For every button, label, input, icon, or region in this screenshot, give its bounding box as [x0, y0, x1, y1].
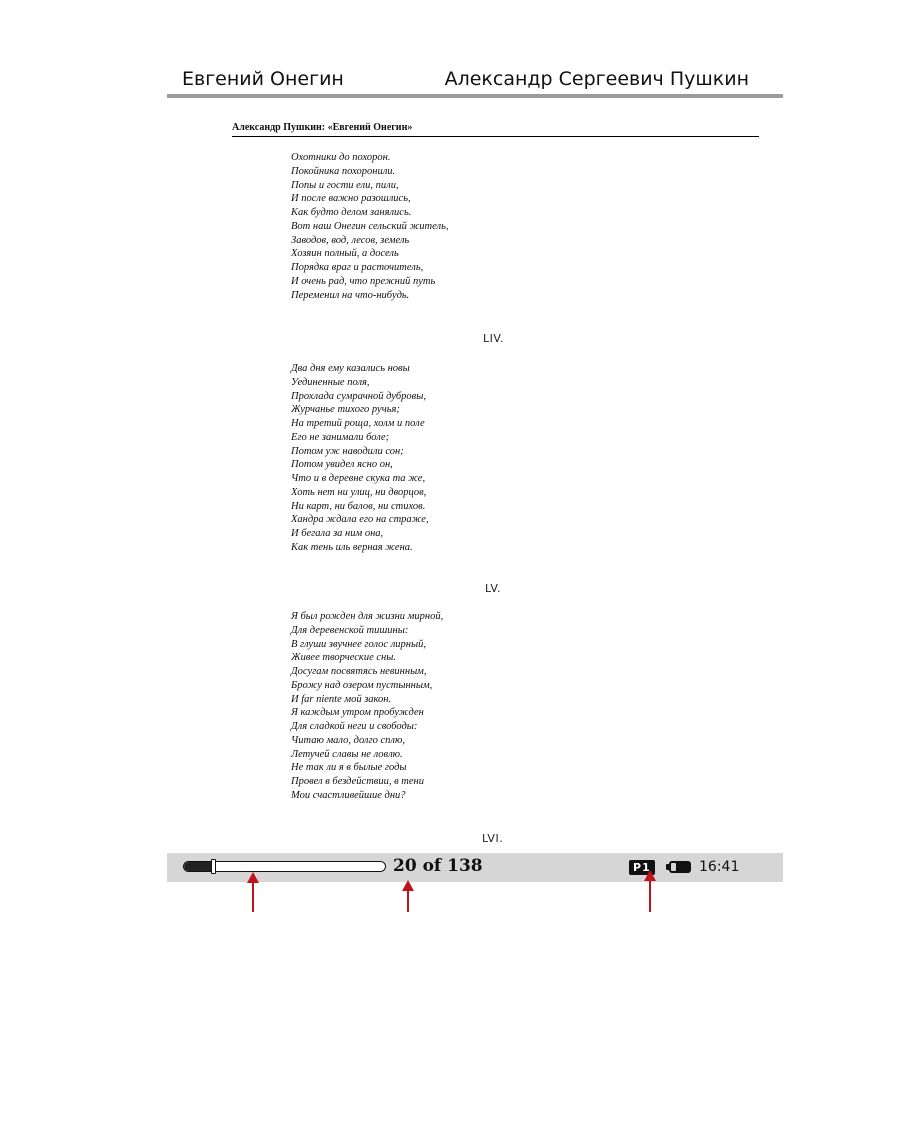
verse-line: Уединенные поля, — [291, 376, 370, 388]
verse-line: Прохлада сумрачной дубровы, — [291, 390, 426, 402]
page-counter[interactable]: 20 of 138 — [393, 856, 483, 876]
verse-line: Покойника похоронили. — [291, 165, 396, 177]
verse-line: Не так ли я в былые годы — [291, 762, 407, 774]
verse-line: Охотники до похорон. — [291, 152, 391, 163]
verse-line: Я был рожден для жизни мирной, — [291, 611, 444, 622]
verse-line: Хозяин полный, а досель — [291, 248, 399, 260]
verse-line: Потом увидел ясно он, — [291, 459, 393, 471]
verse-line: Провел в бездействии, в тени — [291, 776, 424, 787]
verse-line: Летучей славы не ловлю. — [291, 748, 403, 760]
verse-line: И бегала за ним она, — [291, 528, 384, 539]
stanza-body — [291, 362, 429, 555]
annotation-arrow-profile — [649, 880, 651, 912]
battery-icon — [669, 861, 691, 873]
status-bar — [167, 853, 783, 882]
progress-handle[interactable] — [211, 859, 216, 874]
verse-line: Как будто делом занялись. — [291, 207, 412, 218]
verse-line: И очень рад, что прежний путь — [291, 275, 436, 287]
verse-line: Переменил на что-нибудь. — [291, 289, 410, 301]
running-head — [232, 122, 759, 137]
verse-line: Что и в деревне скука та же, — [291, 473, 426, 484]
verse-line: Читаю мало, долго сплю, — [291, 734, 405, 746]
annotation-arrow-progress — [252, 882, 254, 912]
book-author: Александр Сергеевич Пушкин — [444, 68, 749, 90]
verse-line: На третий роща, холм и поле — [291, 418, 425, 429]
verse-line: И far niente мой закон. — [291, 693, 392, 705]
progress-fill — [184, 862, 212, 871]
verse-line: Брожу над озером пустынным, — [291, 679, 433, 691]
verse-line: Попы и гости ели, пили, — [291, 179, 399, 191]
running-head-separator: : — [321, 122, 328, 133]
running-head-author: Александр Пушкин — [232, 122, 322, 133]
stanza-number: LVI. — [482, 832, 504, 845]
verse-line: Хоть нет ни улиц, ни дворцов, — [291, 486, 427, 498]
header-divider — [167, 94, 783, 98]
verse-line: Для деревенской тишины: — [291, 624, 409, 636]
verse-line: Журчанье тихого ручья; — [291, 404, 400, 416]
verse-line: Досугам посвятясь невинным, — [291, 666, 427, 677]
book-title: Евгений Онегин — [182, 68, 344, 90]
verse-line: Я каждым утром пробужден — [291, 707, 424, 719]
verse-line: В глуши звучнее голос лирный, — [291, 638, 426, 650]
verse-line: И после важно разошлись, — [291, 193, 411, 205]
stanza-number: LV. — [485, 582, 502, 595]
verse-line: Порядка враг и расточитель, — [291, 262, 424, 273]
verse-line: Два дня ему казались новы — [291, 363, 410, 374]
verse-line: Потом уж наводили сон; — [291, 445, 404, 457]
verse-line: Вот наш Онегин сельский житель, — [291, 220, 449, 232]
verse-line: Хандра ждала его на страже, — [291, 514, 429, 526]
verse-line: Живее творческие сны. — [291, 652, 396, 664]
battery-empty-segment — [671, 863, 676, 871]
reader-header — [167, 60, 783, 96]
stanza-number: LIV. — [483, 332, 504, 345]
verse-line: Мои счастливейшие дни? — [291, 789, 406, 801]
stanza-body — [291, 610, 443, 803]
running-head-title: «Евгений Онегин» — [327, 122, 413, 133]
annotation-arrow-page-count — [407, 890, 409, 912]
verse-line: Его не занимали боле; — [291, 431, 390, 443]
verse-line: Ни карт, ни балов, ни стихов. — [291, 500, 426, 512]
verse-line: Для сладкой неги и свободы: — [291, 721, 418, 732]
clock: 16:41 — [699, 859, 740, 875]
verse-line: Заводов, вод, лесов, земель — [291, 234, 410, 246]
profile-badge[interactable]: P1 — [629, 860, 655, 875]
stanza-body — [291, 151, 448, 302]
verse-line: Как тень иль верная жена. — [291, 541, 413, 553]
